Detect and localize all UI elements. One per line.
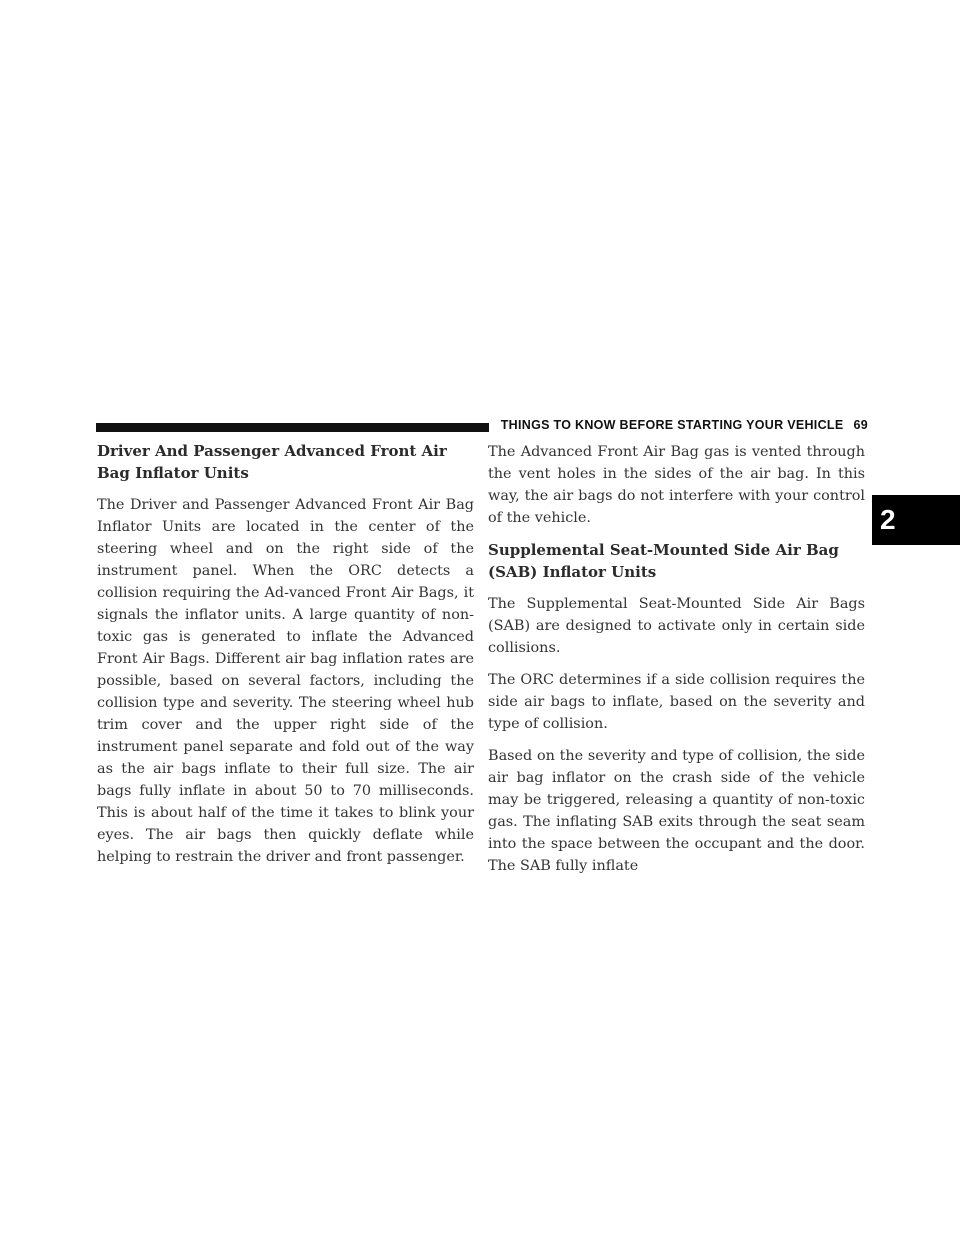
body-paragraph: Based on the severity and type of collision, the side air bag inflator on the crash side of the vehicle may be triggered, releasing a quantity of non-toxic gas. The inflating SAB exits through the seat seam into the space between the occupant and the door. The SAB fully inflate <box>488 748 865 874</box>
header-title: THINGS TO KNOW BEFORE STARTING YOUR VEHICLE <box>500 418 844 432</box>
section-heading-front-air-bag: Driver And Passenger Advanced Front Air Bag Inflator Units <box>97 442 447 482</box>
page-number: 69 <box>853 418 868 432</box>
running-header <box>494 418 868 432</box>
section-heading-side-air-bag: Supplemental Seat-Mounted Side Air Bag (SAB) Inflator Units <box>488 541 839 581</box>
left-column <box>97 438 474 878</box>
chapter-tab: 2 <box>872 495 960 545</box>
body-paragraph: The ORC determines if a side collision requires the side air bags to inflate, based on the severity and type of collision. <box>488 672 865 732</box>
header-rule <box>96 423 489 432</box>
body-paragraph: The Advanced Front Air Bag gas is vented through the vent holes in the sides of the air bag. In this way, the air bags do not interfere with your control of the vehicle. <box>488 444 865 526</box>
body-paragraph: The Driver and Passenger Advanced Front Air Bag Inflator Units are located in the center of the steering wheel and on the right side of the instrument panel. When the ORC detects a collision requiring the Ad-vanced Front Air Bags, it signals the inflator units. A large quantity of non-toxic gas is generated to inflate the Advanced Front Air Bags. Different air bag inflation rates are possible, based on several factors, including the collision type and severity. The steering wheel hub trim cover and the upper right side of the instrument panel separate and fold out of the way as the air bags inflate to their full size. The air bags fully inflate in about 50 to 70 milliseconds. This is about half of the time it takes to blink your eyes. The air bags then quickly deflate while helping to restrain the driver and front passenger. <box>97 497 474 865</box>
body-paragraph: The Supplemental Seat-Mounted Side Air Bags (SAB) are designed to activate only in certain side collisions. <box>488 596 865 656</box>
right-column <box>488 438 865 887</box>
